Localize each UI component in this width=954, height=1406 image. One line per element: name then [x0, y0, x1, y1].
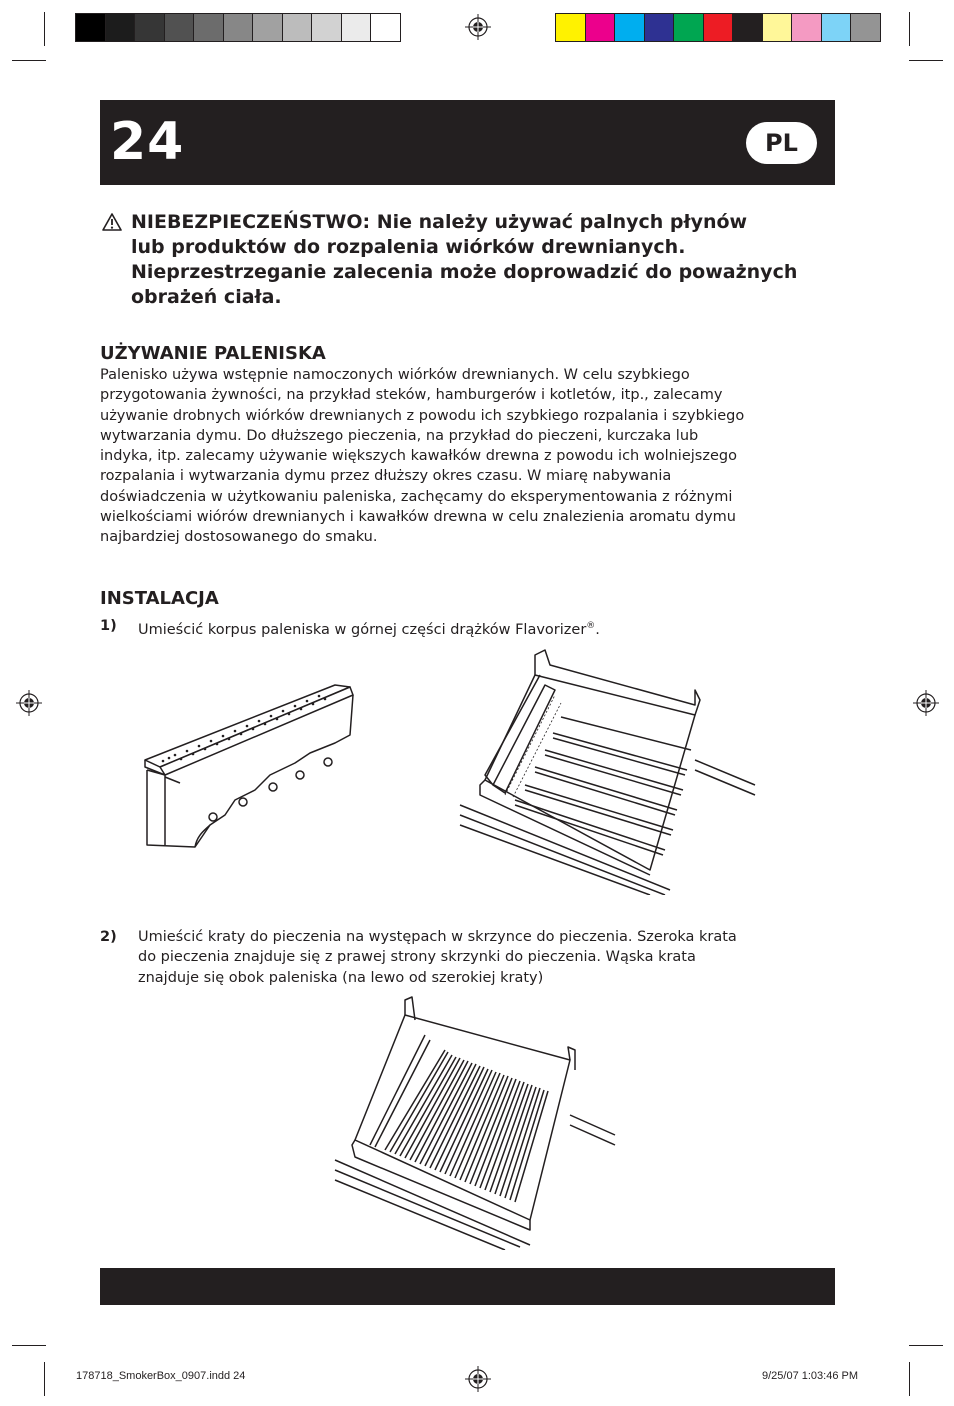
paragraph-line: Palenisko używa wstępnie namoczonych wiórków drewnianych. W celu szybkiego — [100, 367, 690, 383]
paragraph-line: przygotowania żywności, na przykład steków, hamburgerów i kotletów, itp., zalecamy — [100, 387, 723, 404]
smoker-box-in-grill-illustration — [455, 645, 760, 895]
warning-line: Nieprzestrzeganie zalecenia może doprowadzić do poważnych — [131, 261, 798, 283]
usage-paragraph — [100, 365, 840, 548]
step-number: 2) — [100, 929, 117, 945]
color-swatch — [732, 13, 763, 42]
file-slug: 178718_SmokerBox_0907.indd 24 — [76, 1370, 246, 1382]
color-swatch — [252, 13, 283, 42]
crop-mark — [12, 1345, 46, 1346]
color-swatch — [370, 13, 401, 42]
color-swatch — [703, 13, 734, 42]
crop-mark — [12, 60, 46, 61]
paragraph-line: wytwarzania dymu. Do dłuższego pieczenia, na przykład do pieczeni, kurczaka lub — [100, 427, 699, 444]
color-swatch — [105, 13, 136, 42]
timestamp-slug: 9/25/07 1:03:46 PM — [762, 1370, 859, 1382]
registration-mark-icon — [913, 690, 939, 716]
step-line: znajduje się obok paleniska (na lewo od szerokiej kraty) — [138, 969, 544, 986]
smoker-box-illustration — [135, 675, 360, 850]
page-footer-bar — [100, 1268, 835, 1305]
crop-mark — [909, 1362, 910, 1396]
step-text: Umieścić korpus paleniska w górnej części drążków Flavorizer — [138, 621, 587, 638]
installation-section-title: INSTALACJA — [100, 588, 219, 609]
color-swatch — [850, 13, 881, 42]
paragraph-line: doświadczenia w użytkowaniu paleniska, zachęcamy do eksperymentowania z różnymi — [100, 488, 733, 505]
color-swatch — [223, 13, 254, 42]
color-swatch — [75, 13, 106, 42]
paragraph-line: najbardziej dostosowanego do smaku. — [100, 529, 378, 546]
color-swatch — [614, 13, 645, 42]
step-number: 1) — [100, 618, 117, 634]
crop-mark — [44, 1362, 45, 1396]
step-line: do pieczenia znajduje się z prawej strony skrzynki do pieczenia. Wąska krata — [138, 949, 696, 966]
page-header-bar — [100, 100, 835, 185]
registration-mark-icon — [465, 1366, 491, 1392]
color-swatch — [193, 13, 224, 42]
page-number: 24 — [110, 112, 185, 172]
installation-step-2 — [100, 927, 840, 988]
cooking-grates-illustration — [330, 995, 620, 1250]
usage-section-title: UŻYWANIE PALENISKA — [100, 343, 326, 364]
color-swatch — [555, 13, 586, 42]
paragraph-line: używanie drobnych wiórków drewnianych z powodu ich szybkiego rozpalania i szybkiego — [100, 407, 745, 424]
paragraph-line: wielkościami wiórów drewnianych i kawałków drewna w celu znalezienia aromatu dymu — [100, 509, 736, 526]
installation-step-1 — [100, 616, 840, 640]
danger-warning — [100, 210, 840, 310]
color-swatch — [762, 13, 793, 42]
color-swatch — [585, 13, 616, 42]
registration-mark-icon — [465, 14, 491, 40]
color-swatch — [821, 13, 852, 42]
language-badge: PL — [746, 122, 817, 164]
color-swatch — [341, 13, 372, 42]
registration-mark-icon — [16, 690, 42, 716]
step-text-end: . — [595, 621, 600, 638]
warning-line: lub produktów do rozpalenia wiórków drewnianych. — [131, 236, 686, 258]
warning-line: obrażeń ciała. — [131, 286, 282, 308]
color-swatch — [644, 13, 675, 42]
paragraph-line: indyka, itp. zalecamy używanie większych kawałków drewna z powodu ich wolniejszego — [100, 448, 737, 465]
crop-mark — [909, 12, 910, 46]
color-swatch — [282, 13, 313, 42]
color-swatch — [164, 13, 195, 42]
step-line: Umieścić kraty do pieczenia na występach w skrzynce do pieczenia. Szeroka krata — [138, 929, 737, 945]
crop-mark — [44, 12, 45, 46]
crop-mark — [909, 1345, 943, 1346]
trademark-symbol: ® — [586, 621, 596, 631]
color-swatch — [673, 13, 704, 42]
crop-mark — [909, 60, 943, 61]
warning-line: NIEBEZPIECZEŃSTWO: Nie należy używać palnych płynów — [131, 211, 748, 233]
paragraph-line: rozpalania i wytwarzania dymu przez dłuższy okres czasu. W miarę nabywania — [100, 468, 672, 485]
color-swatch — [311, 13, 342, 42]
warning-triangle-icon — [102, 213, 122, 231]
color-swatch — [791, 13, 822, 42]
color-swatch — [134, 13, 165, 42]
